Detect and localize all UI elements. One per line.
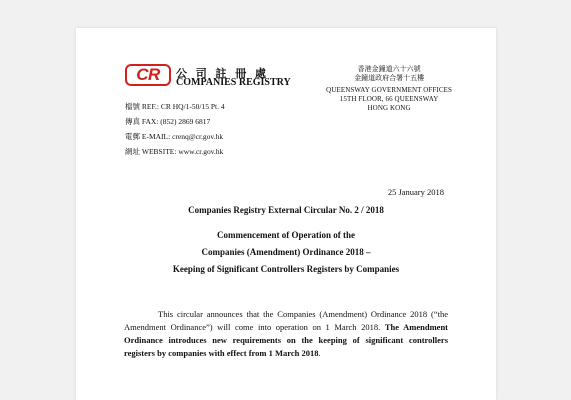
heading-line-3: Keeping of Significant Controllers Registers by Companies	[172, 264, 400, 274]
address-cn-line-1: 香港金鐘道六十六號	[357, 65, 421, 73]
body-plain-text: This circular announces that the Companies (Amendment) Ordinance 2018 (“the Amendment Ordinance”) will come into operation on 1 March 2018.	[124, 309, 448, 332]
document-page	[76, 28, 496, 400]
circular-title: Companies Registry External Circular No. 2 / 2018	[188, 205, 384, 215]
circular-heading	[76, 227, 496, 278]
office-address	[326, 65, 452, 113]
heading-line-1: Commencement of Operation of the	[217, 230, 355, 240]
address-en-line-2: 15TH FLOOR, 66 QUEENSWAY	[339, 95, 439, 103]
address-en-line-3: HONG KONG	[367, 104, 411, 112]
circular-date: 25 January 2018	[387, 187, 444, 197]
org-name-chinese: 公 司 註 冊 處	[176, 68, 269, 80]
address-en-line-1: QUEENSWAY GOVERNMENT OFFICES	[326, 86, 452, 94]
heading-line-2: Companies (Amendment) Ordinance 2018 –	[201, 247, 371, 257]
body-paragraph: This circular announces that the Companies (Amendment) Ordinance 2018 (“the Amendment Ordinance”) will come into operation on 1 March 2018. The Amendment Ordinance introduces new requirements on the keeping of significant controllers registers by companies with effect from 1 March 2018.	[124, 309, 448, 358]
companies-registry-logo: CR	[125, 64, 171, 86]
org-name-english: COMPANIES REGISTRY	[176, 77, 291, 88]
contact-block	[125, 99, 225, 159]
fax-number: 傳真 FAX: (852) 2869 6817	[125, 117, 211, 126]
body-bold-text: The Amendment Ordinance introduces new requirements on the keeping of significant controllers registers by companies with effect from 1 March 2018	[124, 322, 448, 358]
email-address: 電郵 E-MAIL: crenq@cr.gov.hk	[125, 132, 224, 141]
address-cn-line-2: 金鐘道政府合署十五樓	[354, 74, 425, 82]
website-address: 網址 WEBSITE: www.cr.gov.hk	[125, 147, 224, 156]
reference-number: 檔號 REF.: CR HQ/1-50/15 Pt. 4	[125, 102, 225, 111]
